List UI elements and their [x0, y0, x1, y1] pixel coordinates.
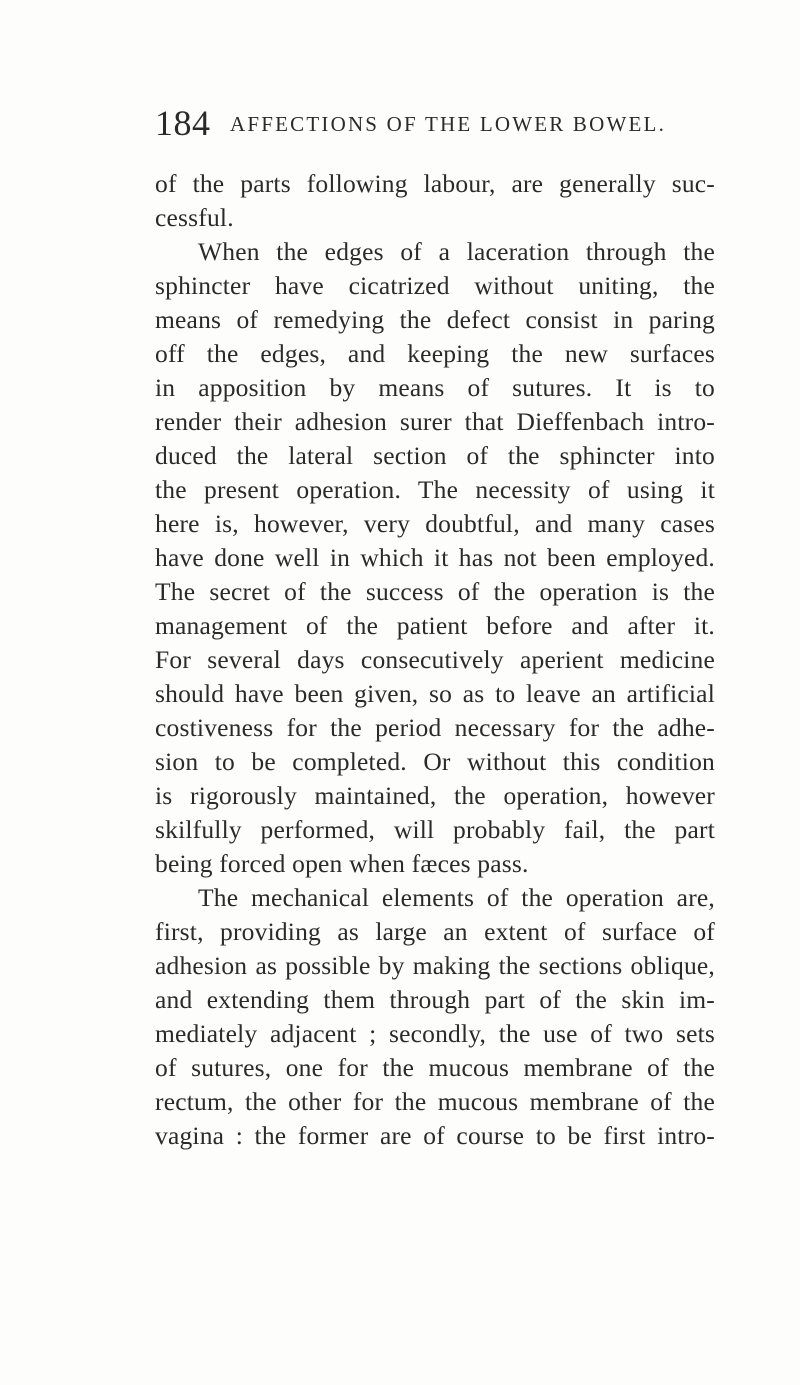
text-line: is rigorously maintained, the operation, however — [155, 781, 715, 810]
text-line: The secret of the success of the operation is the — [155, 577, 715, 606]
text-line: here is, however, very doubtful, and many cases — [155, 509, 715, 538]
text-line: sion to be completed. Or without this condition — [155, 747, 715, 776]
text-line: vagina : the former are of course to be first intro- — [155, 1121, 715, 1150]
text-line: and extending them through part of the skin im- — [155, 985, 715, 1014]
text-line: should have been given, so as to leave an artificial — [155, 679, 715, 708]
text-line: skilfully performed, will probably fail, the part — [155, 815, 715, 844]
text-line: render their adhesion surer that Dieffenbach intro- — [155, 407, 715, 436]
text-line: the present operation. The necessity of using it — [155, 475, 715, 504]
text-line: sphincter have cicatrized without uniting, the — [155, 271, 715, 300]
text-line: duced the lateral section of the sphincter into — [155, 441, 715, 470]
text-line: adhesion as possible by making the sections oblique, — [155, 951, 715, 980]
text-line: management of the patient before and after it. — [155, 611, 715, 640]
text-line: off the edges, and keeping the new surfaces — [155, 339, 715, 368]
text-line: For several days consecutively aperient medicine — [155, 645, 715, 674]
text-line: cessful. — [155, 203, 234, 232]
text-line: When the edges of a laceration through the — [198, 237, 715, 266]
text-line: mediately adjacent ; secondly, the use of two sets — [155, 1019, 715, 1048]
text-line: of sutures, one for the mucous membrane of the — [155, 1053, 715, 1082]
text-line: rectum, the other for the mucous membrane of the — [155, 1087, 715, 1116]
text-line: costiveness for the period necessary for the adhe- — [155, 713, 715, 742]
body-text — [155, 167, 715, 1153]
text-line: of the parts following labour, are generally suc- — [155, 169, 715, 198]
text-line: being forced open when fæces pass. — [155, 849, 529, 878]
page-number: 184 — [155, 103, 211, 143]
running-title: AFFECTIONS OF THE LOWER BOWEL. — [230, 112, 667, 136]
text-line: have done well in which it has not been employed. — [155, 543, 715, 572]
text-line: The mechanical elements of the operation are, — [198, 883, 715, 912]
text-line: first, providing as large an extent of surface of — [155, 917, 715, 946]
text-line: means of remedying the defect consist in paring — [155, 305, 715, 334]
running-head — [155, 98, 715, 148]
text-line: in apposition by means of sutures. It is to — [155, 373, 715, 402]
